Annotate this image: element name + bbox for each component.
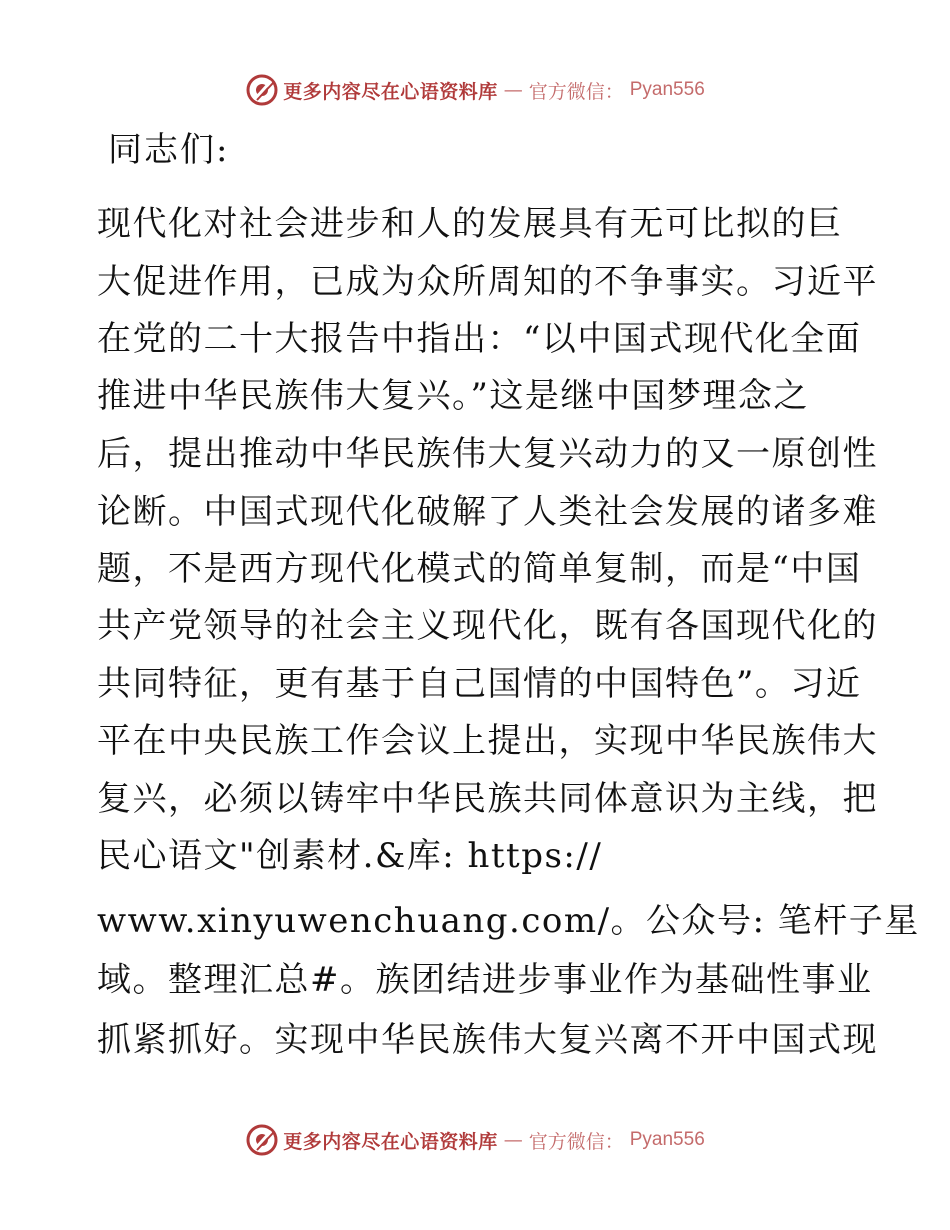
body-line: 平在中央民族工作会议上提出，实现中华民族伟大 [97,721,878,761]
footer-wechat-id: Pyan556 [629,1129,705,1150]
footer-dash: — [503,1129,523,1151]
header-dash: — [503,79,523,101]
header-wechat-id: Pyan556 [629,79,705,100]
body-line: 共产党领导的社会主义现代化，既有各国现代化的 [97,606,878,646]
brand-logo-icon [245,1123,279,1157]
header-wechat-label: 官方微信： [528,80,624,103]
body-line: 民心语文"创素材.&库: https:// [97,836,603,876]
body-line: www.xinyuwenchuang.com/。公众号: 笔杆子星 [97,901,920,941]
body-line: 域。整理汇总#。族团结进步事业作为基础性事业 [97,960,873,1000]
salutation: 同志们: [108,130,230,170]
brand-logo-icon [245,73,279,107]
body-line: 推进中华民族伟大复兴。”这是继中国梦理念之 [97,376,809,416]
body-line: 论断。中国式现代化破解了人类社会发展的诸多难 [97,492,878,532]
page-footer [0,1120,950,1160]
body-line: 复兴，必须以铸牢中华民族共同体意识为主线，把 [97,779,878,819]
footer-brand [245,1123,705,1157]
body-line: 共同特征，更有基于自己国情的中国特色”。习近 [97,664,862,704]
footer-brand-text: 更多内容尽在心语资料库 [283,1130,498,1153]
header-brand-text: 更多内容尽在心语资料库 [283,80,498,103]
header-brand [245,73,705,107]
body-line: 题，不是西方现代化模式的简单复制，而是“中国 [97,549,862,589]
body-line: 抓紧抓好。实现中华民族伟大复兴离不开中国式现 [97,1020,878,1060]
page-header [0,70,950,110]
body-line: 后，提出推动中华民族伟大复兴动力的又一原创性 [97,434,878,474]
footer-wechat-label: 官方微信： [528,1130,624,1153]
body-line: 大促进作用，已成为众所周知的不争事实。习近平 [97,262,878,302]
body-line: 在党的二十大报告中指出：“以中国式现代化全面 [97,319,862,359]
body-line: 现代化对社会进步和人的发展具有无可比拟的巨 [97,204,843,244]
